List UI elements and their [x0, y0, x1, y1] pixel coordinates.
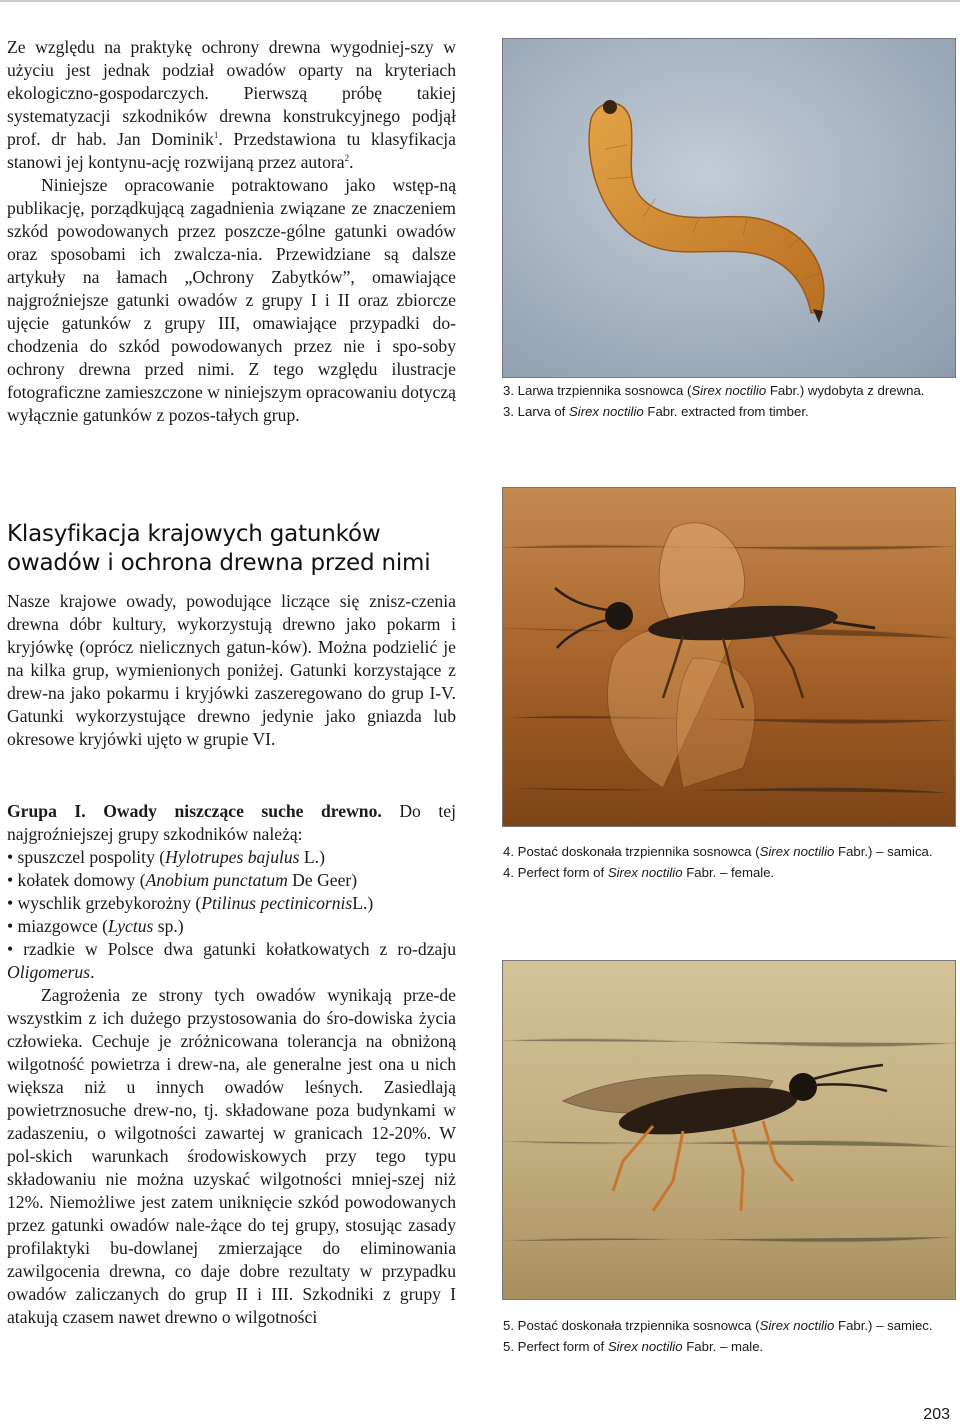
list-item: • rzadkie w Polsce dwa gatunki kołatkowatych z ro-dzaju Oligomerus.	[7, 939, 456, 982]
footnote-ref-2[interactable]: 2	[344, 153, 350, 163]
figure-3-caption	[503, 382, 955, 421]
caption-english: 3. Larva of Sirex noctilio Fabr. extracted from timber.	[503, 404, 809, 419]
intro-paragraph-2: Niniejsze opracowanie potraktowano jako wstęp-ną publikację, porządkującą zagadnienia związane ze znaczeniem szkód powodowanych przez poszcze-gólne gatunki owadów oraz sposobami ich zwalcza-nia. Przewidziane są dalsze artykuły na łamach „Ochrony Zabytków”, omawiające najgroźniejsze gatunki owadów z grupy I i II oraz zbiorcze ujęcie gatunków z grupy III, omawiające przypadki do-chodzenia do szkód powodowanych przez nie i spo-soby ochrony drewna przed nimi. Z tego względu ilustracje fotograficzne zamieszczone w niniejszym opracowaniu dotyczą wyłącznie gatunków z pozos-tałych grup.	[7, 175, 456, 425]
list-item: • miazgowce (Lyctus sp.)	[7, 916, 184, 936]
group-1-body: Zagrożenia ze strony tych owadów wynikają prze-de wszystkim z ich dużego przystosowania do śro-dowiska życia człowieka. Cechuje je zróżnicowana tolerancja na obniżoną wilgotność powietrza i drew-na, ale generalne jest ona u nich większa niż u innych owadów leśnych. Zasiedlają powietrznosuche drew-no, tj. składowane poza budynkami w zadaszeniu, o wilgotności zawartej w granicach 12-20%. W pol-skich warunkach środowiskowych przy tego typu składowaniu nie można uzyskać wilgotności mniej-szej niż 12%. Niemożliwe jest zatem uniknięcie szkód powodowanych przez gatunki owadów nale-żące do tej grupy, stosując zasady profilaktyki bu-dowlanej zmierzające do eliminowania zawilgocenia drewna, co daje dobre rezultaty w przypadku owadów zaliczanych do grup II i III. Szkodniki z grupy I atakują czasem nawet drewno o wilgotności	[7, 985, 456, 1327]
group-1-lead: Grupa I. Owady niszczące suche drewno. Do tej najgroźniejszej grupy szkodników należą:	[7, 801, 456, 844]
female-wasp-photo	[502, 487, 956, 827]
section-heading: Klasyfikacja krajowych gatunków owadów i ochrona drewna przed nimi	[7, 521, 431, 576]
caption-polish: 3. Larwa trzpiennika sosnowca (Sirex noctilio Fabr.) wydobyta z drewna.	[503, 383, 925, 398]
figure-5-caption	[503, 1317, 955, 1356]
top-rule	[0, 0, 960, 2]
caption-polish: 5. Postać doskonała trzpiennika sosnowca (Sirex noctilio Fabr.) – samiec.	[503, 1318, 933, 1333]
male-wasp-photo	[502, 960, 956, 1300]
page-number: 203	[923, 1406, 950, 1423]
footnote-ref-1[interactable]: 1	[213, 130, 219, 140]
classification-paragraph: Nasze krajowe owady, powodujące liczące się znisz-czenia drewna dóbr kultury, wykorzystują drewno jako pokarm i kryjówkę (oprócz nielicznych gatun-ków). Można podzielić je na kilka grup, wymienionych poniżej. Gatunki korzystające z drew-na jako pokarmu i kryjówki zaszeregowano do grup I-V. Gatunki wykorzystujące drewno jedynie jako gniazda lub okresowe kryjówki ujęto w grupie VI.	[7, 591, 456, 749]
classification-intro	[7, 590, 456, 751]
list-item: • spuszczel pospolity (Hylotrupes bajulus L.)	[7, 847, 325, 867]
caption-english: 4. Perfect form of Sirex noctilio Fabr. – female.	[503, 865, 775, 880]
group-1-section	[7, 800, 456, 1329]
larva-photo	[502, 38, 956, 378]
list-item: • kołatek domowy (Anobium punctatum De Geer)	[7, 870, 358, 890]
intro-section	[7, 36, 456, 427]
caption-english: 5. Perfect form of Sirex noctilio Fabr. – male.	[503, 1339, 764, 1354]
group-1-title: Grupa I. Owady niszczące suche drewno.	[7, 801, 382, 821]
list-item: • wyschlik grzebykorożny (Ptilinus pectinicornisL.)	[7, 893, 374, 913]
figure-4-caption	[503, 843, 955, 882]
intro-paragraph-1: Ze względu na praktykę ochrony drewna wygodniej-szy w użyciu jest jednak podział owadów oparty na kryteriach ekologiczno-gospodarczych. Pierwszą próbę takiej systematyzacji szkodników drewna konstrukcyjnego podjął prof. dr hab. Jan Dominik$^1$. Przedstawiona tu klasyfikacja stanowi jej kontynu-ację rozwijaną przez autora$^2$.	[7, 37, 456, 172]
caption-polish: 4. Postać doskonała trzpiennika sosnowca (Sirex noctilio Fabr.) – samica.	[503, 844, 933, 859]
